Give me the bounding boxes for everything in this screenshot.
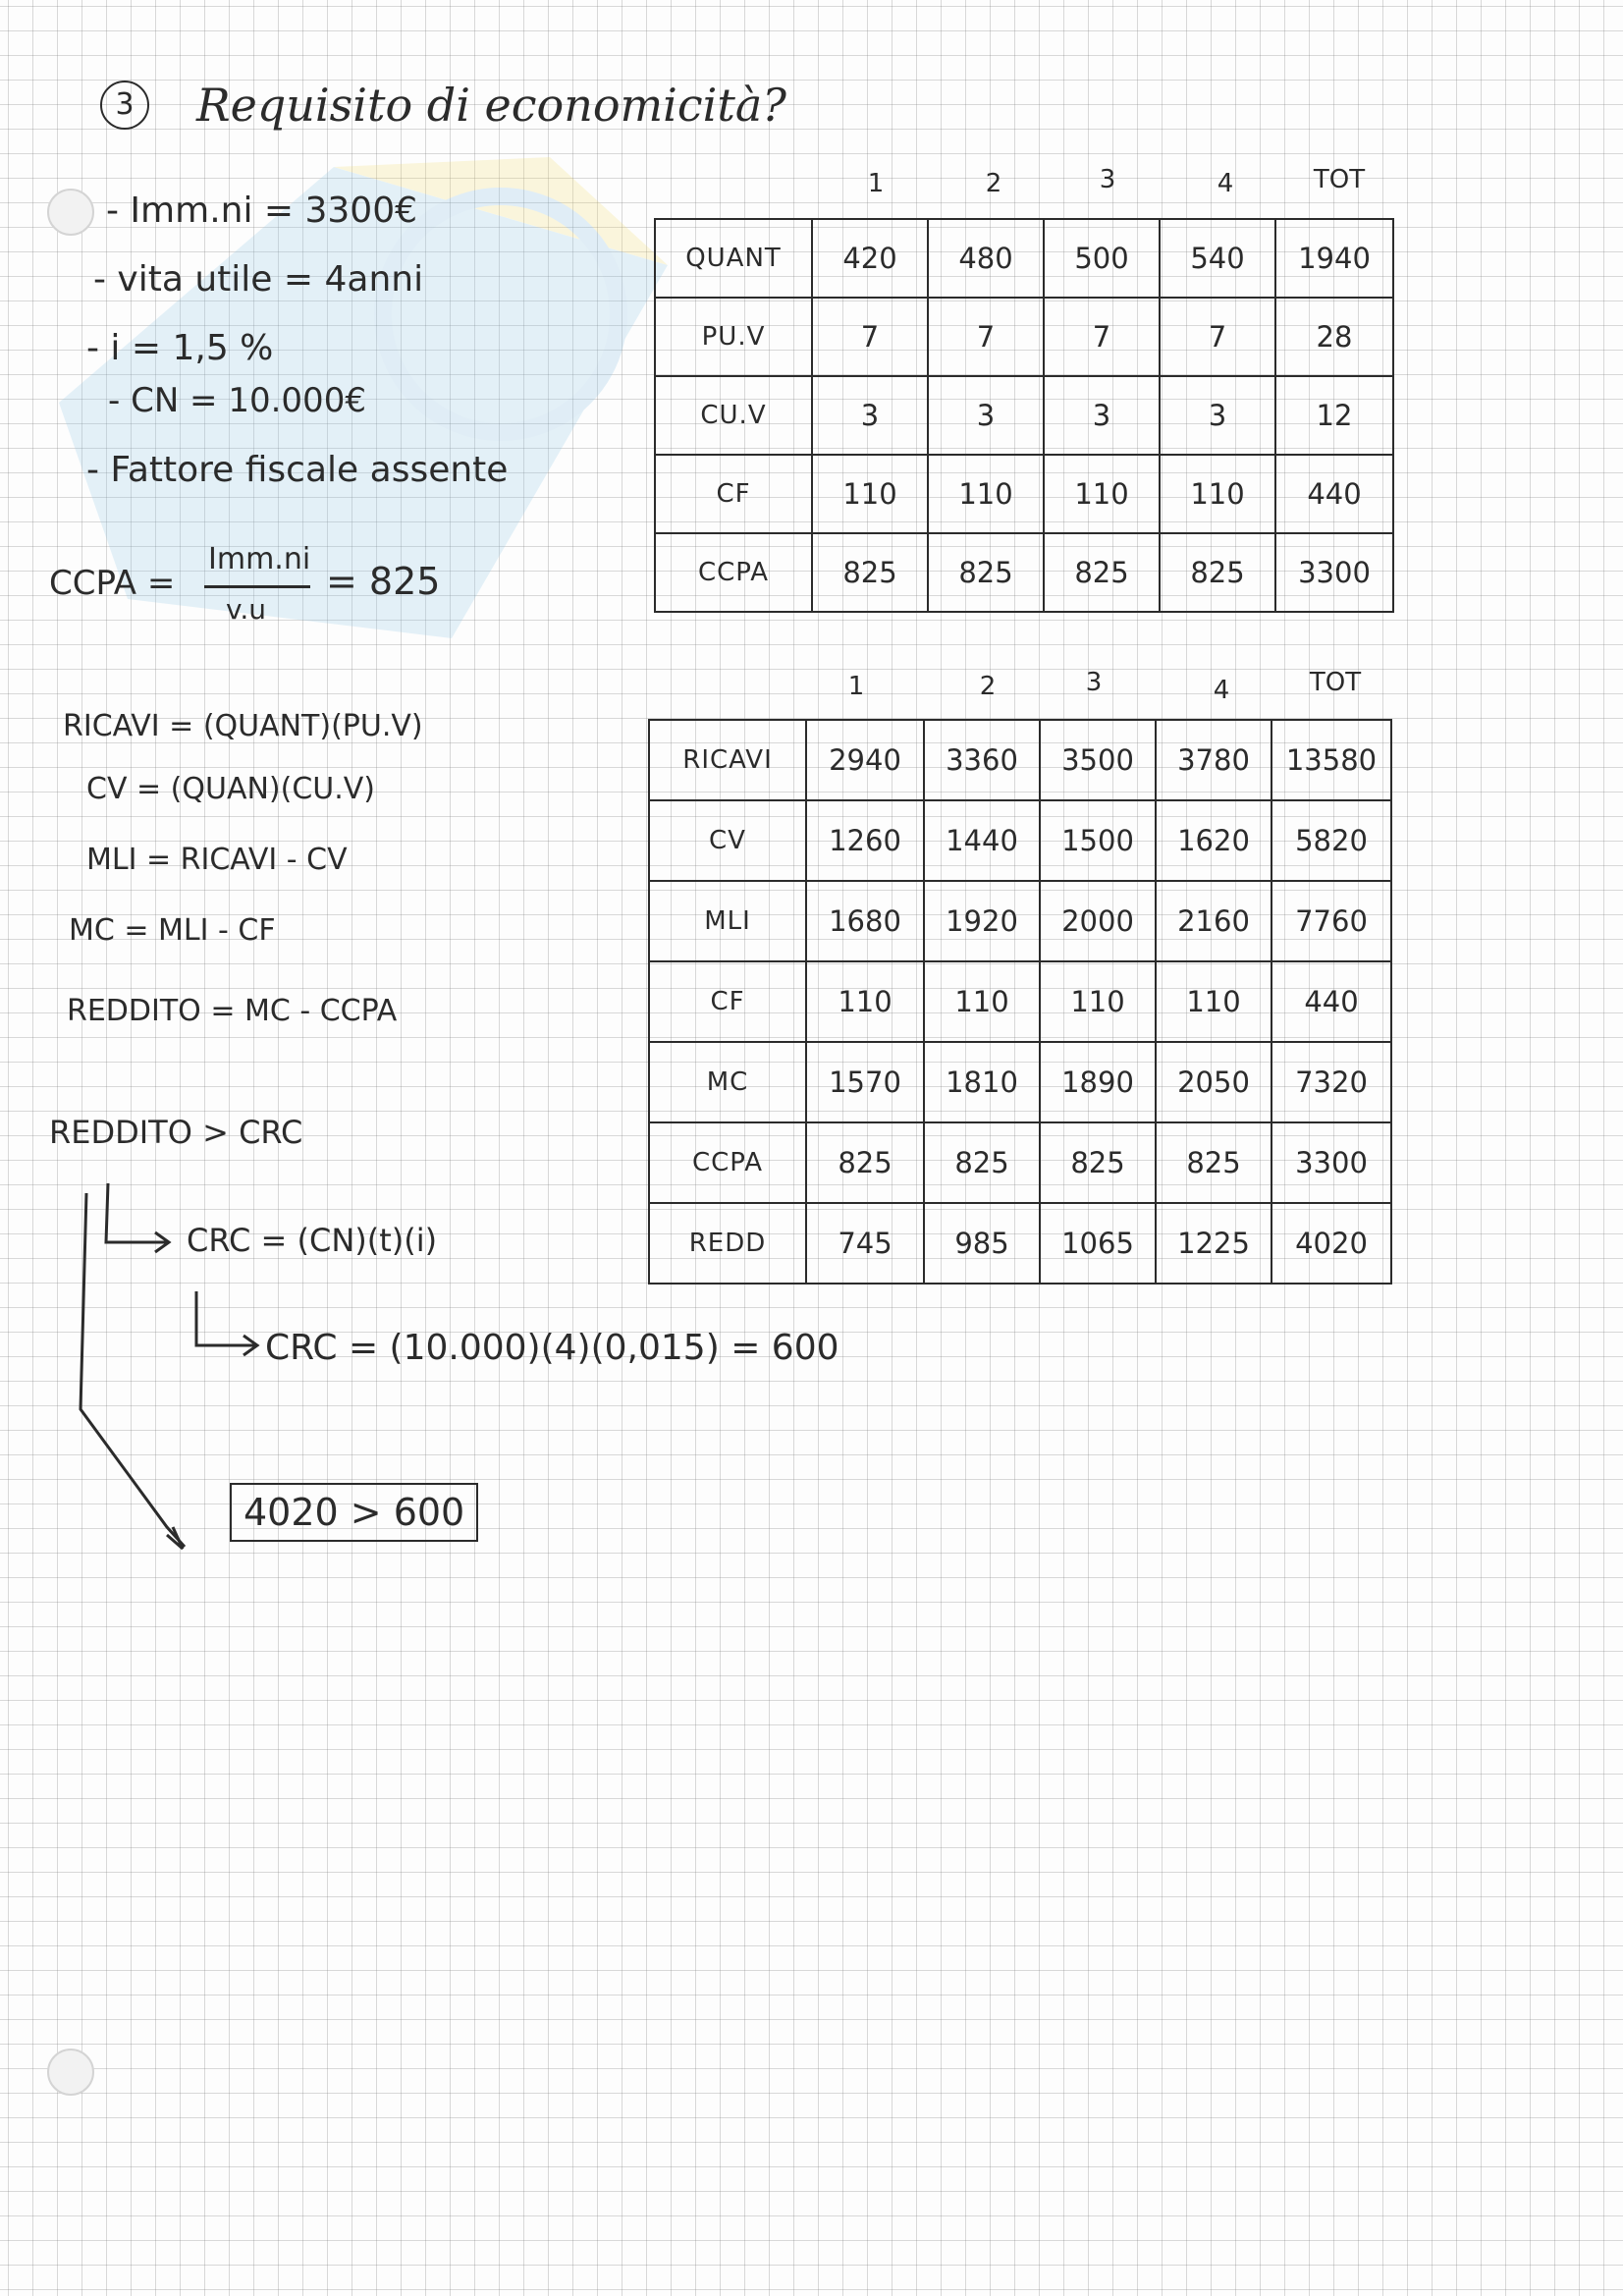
table-cell: 1920: [924, 881, 1040, 961]
final-result-box: [230, 1483, 478, 1542]
formula-mc: MC = MLI - CF: [69, 913, 276, 948]
punch-hole-top: [47, 189, 94, 236]
final-result: 4020 > 600: [243, 1491, 465, 1534]
table-cell: 2000: [1040, 881, 1156, 961]
formula-cv: CV = (QUAN)(CU.V): [86, 772, 375, 806]
table-row: [649, 1042, 1391, 1122]
table-cell: 745: [806, 1203, 924, 1284]
table-cell: 3780: [1156, 720, 1271, 800]
table-cell: 7: [1160, 298, 1275, 376]
table-cell: 825: [1040, 1122, 1156, 1203]
row-label: CF: [649, 961, 806, 1042]
table-cell: 110: [1040, 961, 1156, 1042]
table-cell: 3: [1160, 376, 1275, 455]
table2-col-1: 1: [847, 672, 865, 701]
row-label: CCPA: [655, 533, 812, 612]
given-line-4: - CN = 10.000€: [108, 381, 366, 420]
table-row: [649, 800, 1391, 881]
page-title: Requisito di economicità?: [196, 79, 786, 132]
table-cell: 1225: [1156, 1203, 1271, 1284]
condition-reddito-crc: REDDITO > CRC: [49, 1114, 303, 1151]
row-label: CF: [655, 455, 812, 533]
given-line-2: - vita utile = 4anni: [93, 259, 424, 300]
punch-hole-bottom: [47, 2049, 94, 2096]
table2-col-2: 2: [979, 672, 997, 701]
row-label: CCPA: [649, 1122, 806, 1203]
table-cell: 110: [1044, 455, 1160, 533]
table-row: [655, 533, 1393, 612]
ccpa-formula-result: = 825: [326, 560, 441, 603]
row-label: MC: [649, 1042, 806, 1122]
crc-formula: CRC = (CN)(t)(i): [187, 1222, 438, 1259]
ccpa-fraction-bar: [204, 585, 310, 588]
table-cell: 2940: [806, 720, 924, 800]
given-line-5: - Fattore fiscale assente: [86, 450, 509, 490]
table-cell: 5820: [1271, 800, 1391, 881]
table-income-statement: [648, 719, 1392, 1285]
table-cell: 3: [928, 376, 1044, 455]
title-number-circle: [100, 81, 149, 130]
table-cell: 110: [1156, 961, 1271, 1042]
table-cell: 1260: [806, 800, 924, 881]
table-cell: 1940: [1275, 219, 1393, 298]
table-cell: 1890: [1040, 1042, 1156, 1122]
table-row: [649, 881, 1391, 961]
table-cell: 13580: [1271, 720, 1391, 800]
table-cell: 3: [1044, 376, 1160, 455]
table-row: [649, 1203, 1391, 1284]
table1-col-2: 2: [985, 169, 1002, 198]
table1-col-3: 3: [1099, 165, 1116, 194]
table-cell: 2160: [1156, 881, 1271, 961]
table-cell: 825: [1160, 533, 1275, 612]
table-cell: 7: [1044, 298, 1160, 376]
table-cell: 825: [1044, 533, 1160, 612]
table-cell: 2050: [1156, 1042, 1271, 1122]
table-cell: 440: [1271, 961, 1391, 1042]
ccpa-formula-denominator: v.u: [226, 593, 267, 626]
table-cell: 1620: [1156, 800, 1271, 881]
table2-col-tot: TOT: [1309, 668, 1362, 697]
table-cell: 7: [928, 298, 1044, 376]
row-label: REDD: [649, 1203, 806, 1284]
table-cell: 500: [1044, 219, 1160, 298]
table-row: [655, 298, 1393, 376]
table1-col-4: 4: [1217, 169, 1234, 198]
row-label: QUANT: [655, 219, 812, 298]
table-cell: 7: [812, 298, 928, 376]
ccpa-formula-numerator: Imm.ni: [208, 542, 311, 576]
table-cell: 3: [812, 376, 928, 455]
table-row: [649, 1122, 1391, 1203]
table-cell: 7320: [1271, 1042, 1391, 1122]
formula-ricavi: RICAVI = (QUANT)(PU.V): [63, 709, 423, 743]
table-cell: 12: [1275, 376, 1393, 455]
table-cell: 825: [812, 533, 928, 612]
title-number: 3: [115, 87, 135, 122]
table-cell: 985: [924, 1203, 1040, 1284]
crc-calculation: CRC = (10.000)(4)(0,015) = 600: [265, 1328, 839, 1368]
table-cell: 7760: [1271, 881, 1391, 961]
table-cell: 1500: [1040, 800, 1156, 881]
table-cell: 110: [1160, 455, 1275, 533]
table-cell: 825: [924, 1122, 1040, 1203]
table-cell: 110: [924, 961, 1040, 1042]
table-cell: 28: [1275, 298, 1393, 376]
table-cell: 1810: [924, 1042, 1040, 1122]
table2-col-3: 3: [1085, 668, 1103, 697]
table1-col-tot: TOT: [1313, 165, 1366, 194]
table-cell: 825: [928, 533, 1044, 612]
table-row: [649, 720, 1391, 800]
table-cell: 110: [806, 961, 924, 1042]
table-row: [655, 219, 1393, 298]
table-cell: 480: [928, 219, 1044, 298]
row-label: MLI: [649, 881, 806, 961]
formula-reddito: REDDITO = MC - CCPA: [67, 994, 398, 1028]
table-cell: 825: [1156, 1122, 1271, 1203]
table-row: [649, 961, 1391, 1042]
table-cell: 1065: [1040, 1203, 1156, 1284]
row-label: PU.V: [655, 298, 812, 376]
row-label: RICAVI: [649, 720, 806, 800]
table-cell: 3500: [1040, 720, 1156, 800]
table-cell: 825: [806, 1122, 924, 1203]
table1-col-1: 1: [867, 169, 885, 198]
table-cell: 110: [928, 455, 1044, 533]
table-cell: 1570: [806, 1042, 924, 1122]
table-cell: 540: [1160, 219, 1275, 298]
table-cell: 3300: [1275, 533, 1393, 612]
table-cell: 110: [812, 455, 928, 533]
table-cell: 1440: [924, 800, 1040, 881]
row-label: CU.V: [655, 376, 812, 455]
table-cell: 420: [812, 219, 928, 298]
table-cell: 3300: [1271, 1122, 1391, 1203]
table-row: [655, 455, 1393, 533]
table-cell: 4020: [1271, 1203, 1391, 1284]
table-cell: 440: [1275, 455, 1393, 533]
ccpa-formula-lhs: CCPA =: [49, 564, 176, 603]
given-line-1: - Imm.ni = 3300€: [106, 191, 418, 231]
table-cell: 1680: [806, 881, 924, 961]
given-line-3: - i = 1,5 %: [86, 328, 274, 368]
row-label: CV: [649, 800, 806, 881]
formula-mli: MLI = RICAVI - CV: [86, 843, 348, 877]
table2-col-4: 4: [1213, 676, 1230, 705]
table-row: [655, 376, 1393, 455]
table-cost-inputs: [654, 218, 1394, 613]
table-cell: 3360: [924, 720, 1040, 800]
ccpa-formula: [49, 542, 501, 630]
